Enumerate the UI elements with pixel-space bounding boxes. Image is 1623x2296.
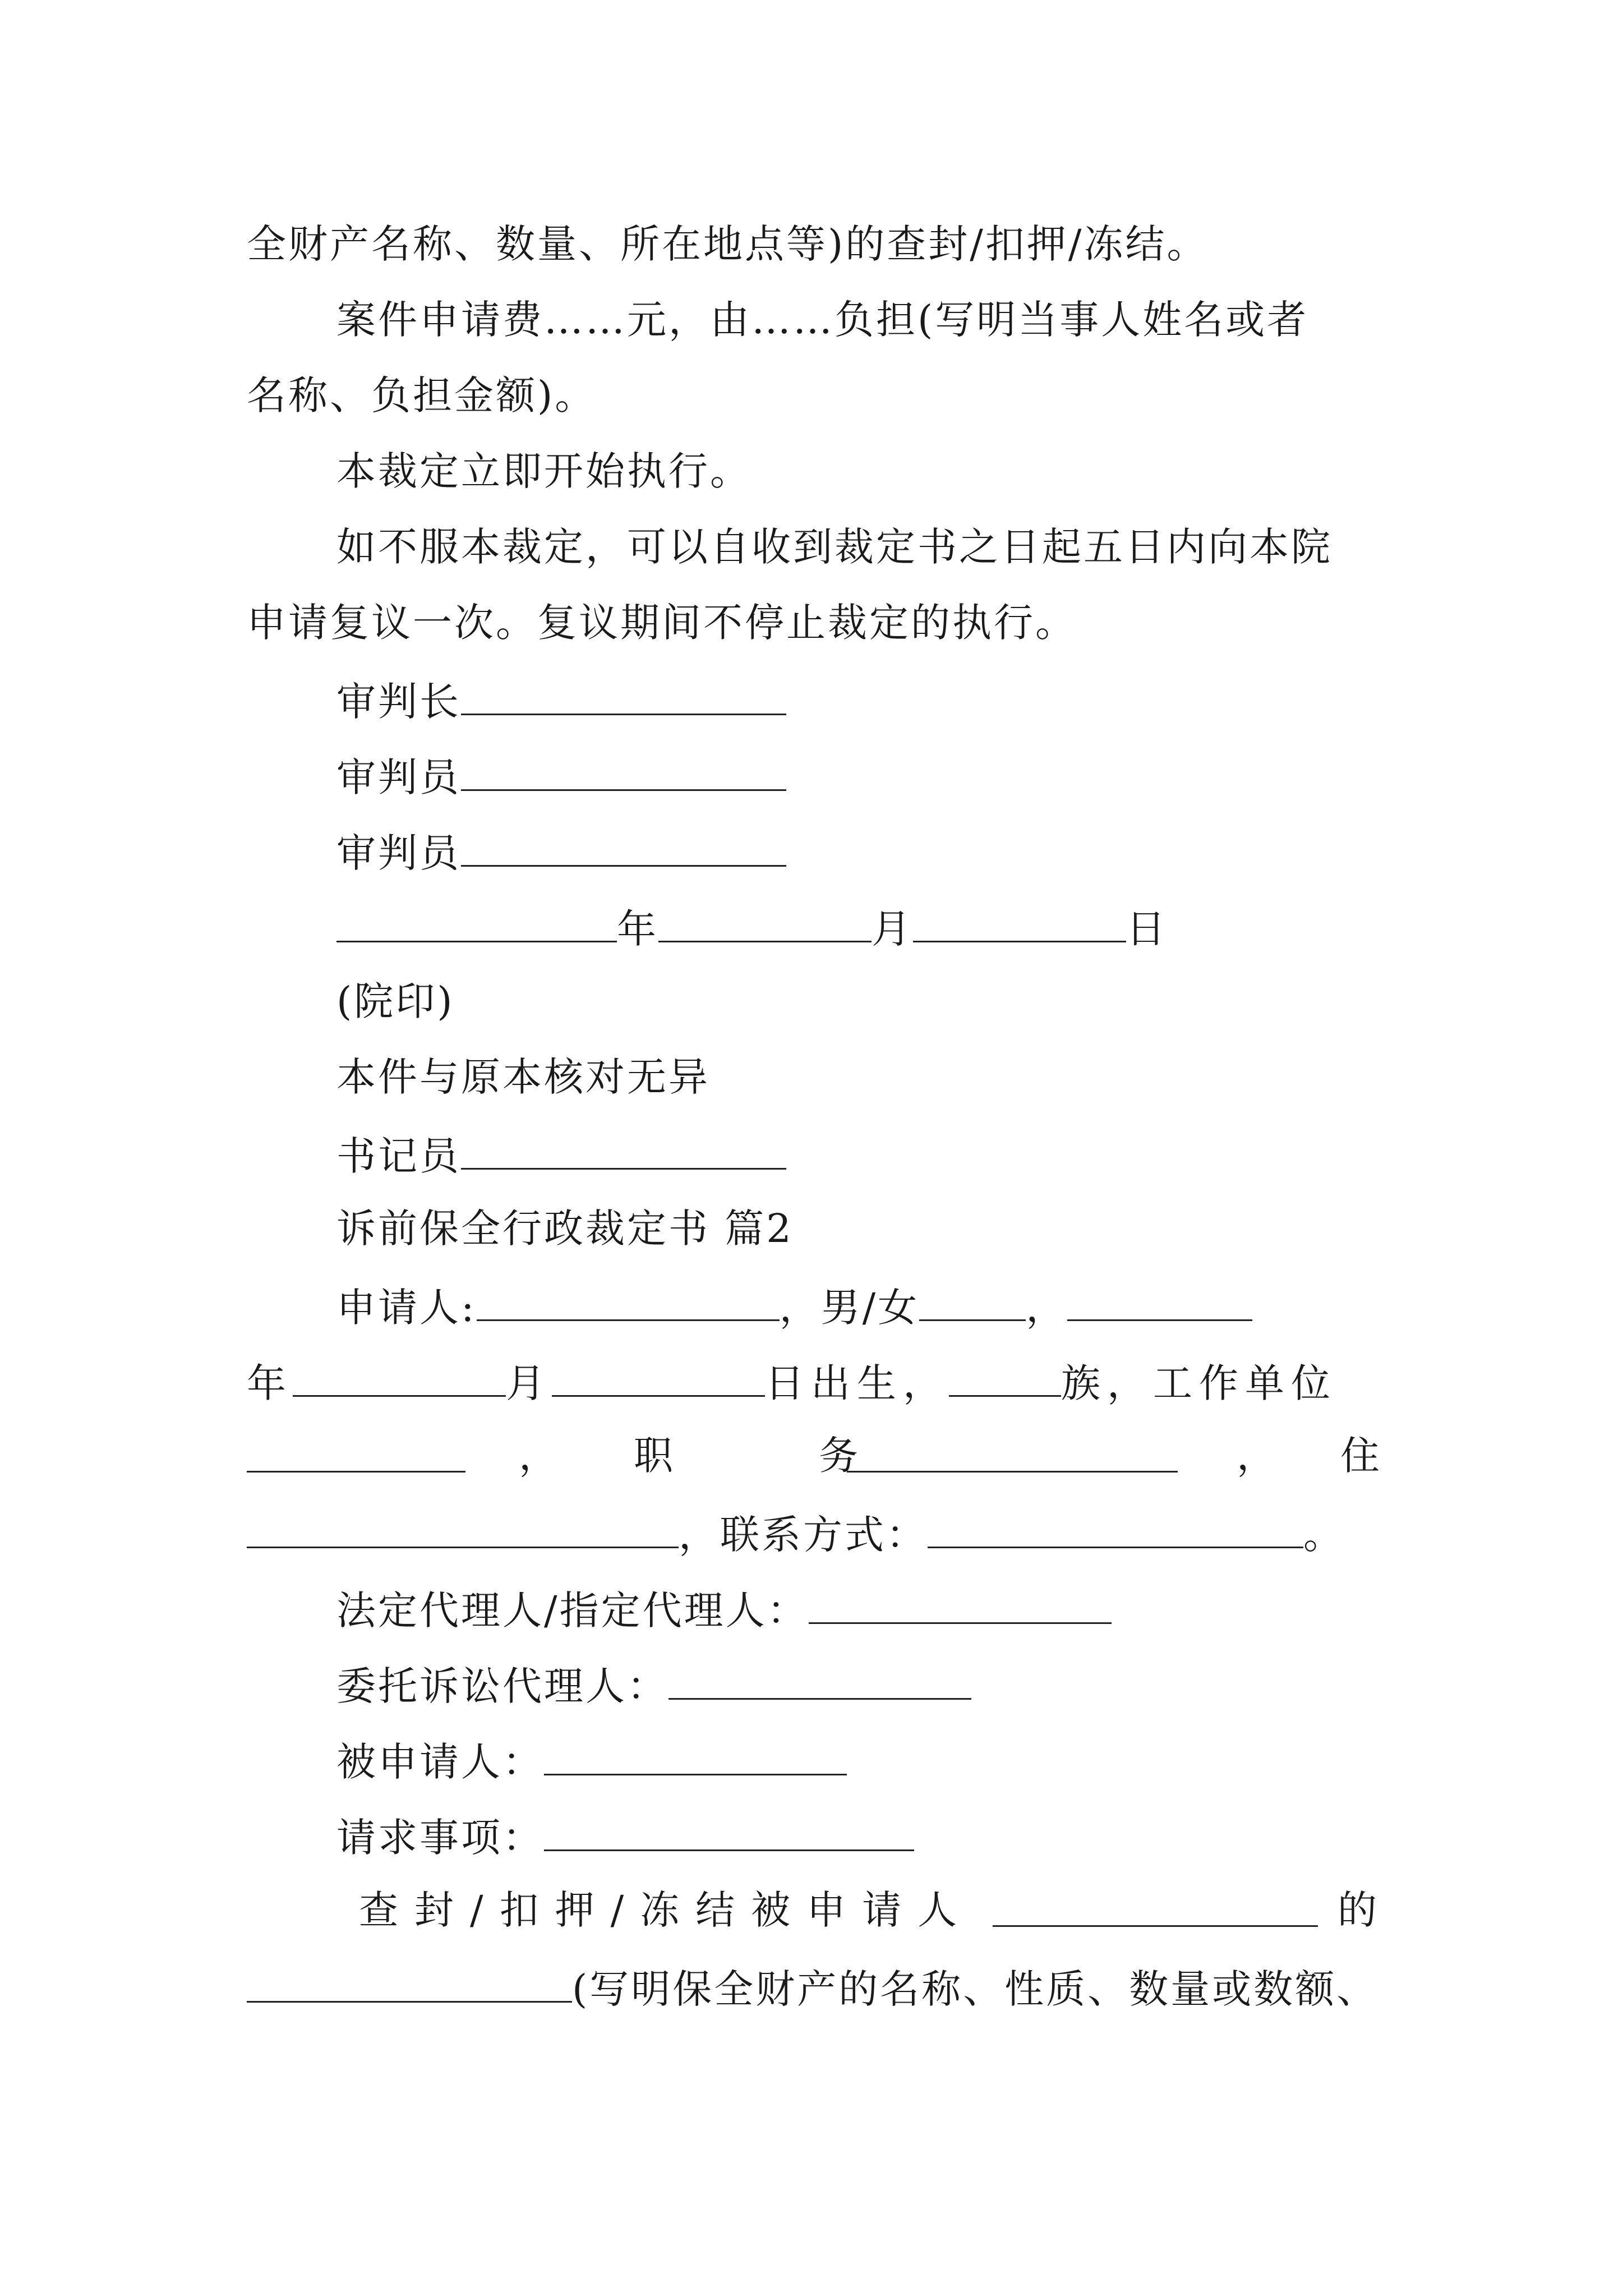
- label: 。: [1303, 1512, 1345, 1558]
- sex-blank: [919, 1285, 1026, 1321]
- label: 日出生，: [765, 1360, 949, 1406]
- legal-agent-line: [336, 1588, 1112, 1634]
- respondent-line: [336, 1739, 847, 1785]
- property-blank: [247, 1966, 572, 2003]
- signature-judge: [336, 830, 786, 876]
- label: 族，工作单位: [1061, 1360, 1337, 1406]
- label: 的: [1338, 1887, 1377, 1933]
- label: 审判长: [336, 679, 461, 725]
- section-title: 诉前保全行政裁定书 篇2: [336, 1205, 794, 1251]
- contact-blank: [928, 1512, 1303, 1548]
- address-blank: [247, 1512, 679, 1548]
- signature-judge: [336, 754, 786, 800]
- month-label: 月: [872, 906, 913, 952]
- label: 申请人:: [336, 1285, 477, 1331]
- day-label: 日: [1126, 906, 1168, 952]
- signature-blank: [461, 1133, 786, 1170]
- year-blank: [336, 906, 617, 942]
- ethnic-blank: [949, 1360, 1061, 1397]
- label: 月: [506, 1360, 552, 1406]
- applicant-line: [336, 1285, 1252, 1331]
- date-line: [336, 906, 1168, 952]
- duty-blank: [847, 1436, 1178, 1473]
- label: 查封/扣押/冻结被申请人: [359, 1887, 974, 1933]
- paragraph-text: 名称、负担金额)。: [247, 372, 597, 418]
- paragraph-text: 案件申请费……元，由……负担(写明当事人姓名或者: [336, 297, 1309, 343]
- label: ，: [1237, 1433, 1276, 1479]
- label: ，: [519, 1433, 558, 1479]
- address-line: [247, 1512, 1345, 1558]
- label: 被申请人：: [336, 1739, 544, 1785]
- entrusted-agent-blank: [668, 1663, 971, 1700]
- signature-chief-judge: [336, 679, 786, 725]
- month-blank: [658, 906, 872, 942]
- label: 法定代理人/指定代理人：: [336, 1588, 809, 1634]
- work-unit-line: [247, 1433, 1380, 1481]
- paragraph-text: 全财产名称、数量、所在地点等)的查封/扣押/冻结。: [247, 221, 1209, 267]
- label: 委托诉讼代理人：: [336, 1663, 668, 1709]
- paragraph-text: 申请复议一次。复议期间不停止裁定的执行。: [247, 600, 1077, 646]
- signature-blank: [461, 679, 786, 715]
- label: 审判员: [336, 830, 461, 876]
- label: 审判员: [336, 754, 461, 800]
- label: ，联系方式：: [679, 1512, 928, 1558]
- day-blank: [552, 1360, 765, 1397]
- birth-line: [247, 1360, 1337, 1406]
- claims-line: [336, 1815, 914, 1861]
- work-unit-blank: [247, 1436, 465, 1473]
- signature-blank: [461, 830, 786, 867]
- label: 职 务: [634, 1433, 880, 1479]
- label: 请求事项：: [336, 1815, 544, 1861]
- respondent-blank: [544, 1739, 847, 1775]
- entrusted-agent-line: [336, 1663, 971, 1709]
- property-line: [247, 1966, 1378, 2012]
- birth-year-blank: [1067, 1285, 1252, 1321]
- label: 住: [1340, 1433, 1380, 1479]
- day-blank: [913, 906, 1126, 942]
- signature-clerk: [336, 1133, 786, 1179]
- signature-blank: [461, 754, 786, 791]
- seize-line: [359, 1887, 1385, 1935]
- paragraph-text: 如不服本裁定，可以自收到裁定书之日起五日内向本院: [336, 524, 1332, 570]
- label: ，: [1026, 1285, 1068, 1331]
- month-blank: [293, 1360, 506, 1397]
- year-label: 年: [617, 906, 658, 952]
- verification-text: 本件与原本核对无异: [336, 1054, 710, 1100]
- legal-agent-blank: [809, 1588, 1112, 1624]
- label: 书记员: [336, 1133, 461, 1179]
- claims-blank: [544, 1815, 914, 1851]
- label: 年: [247, 1360, 293, 1406]
- respondent-name-blank: [993, 1890, 1318, 1927]
- court-seal-text: (院印): [336, 978, 455, 1024]
- label: ，男/女: [779, 1285, 920, 1331]
- name-blank: [477, 1285, 780, 1321]
- paragraph-text: 本裁定立即开始执行。: [336, 448, 751, 494]
- label: (写明保全财产的名称、性质、数量或数额、: [572, 1966, 1378, 2012]
